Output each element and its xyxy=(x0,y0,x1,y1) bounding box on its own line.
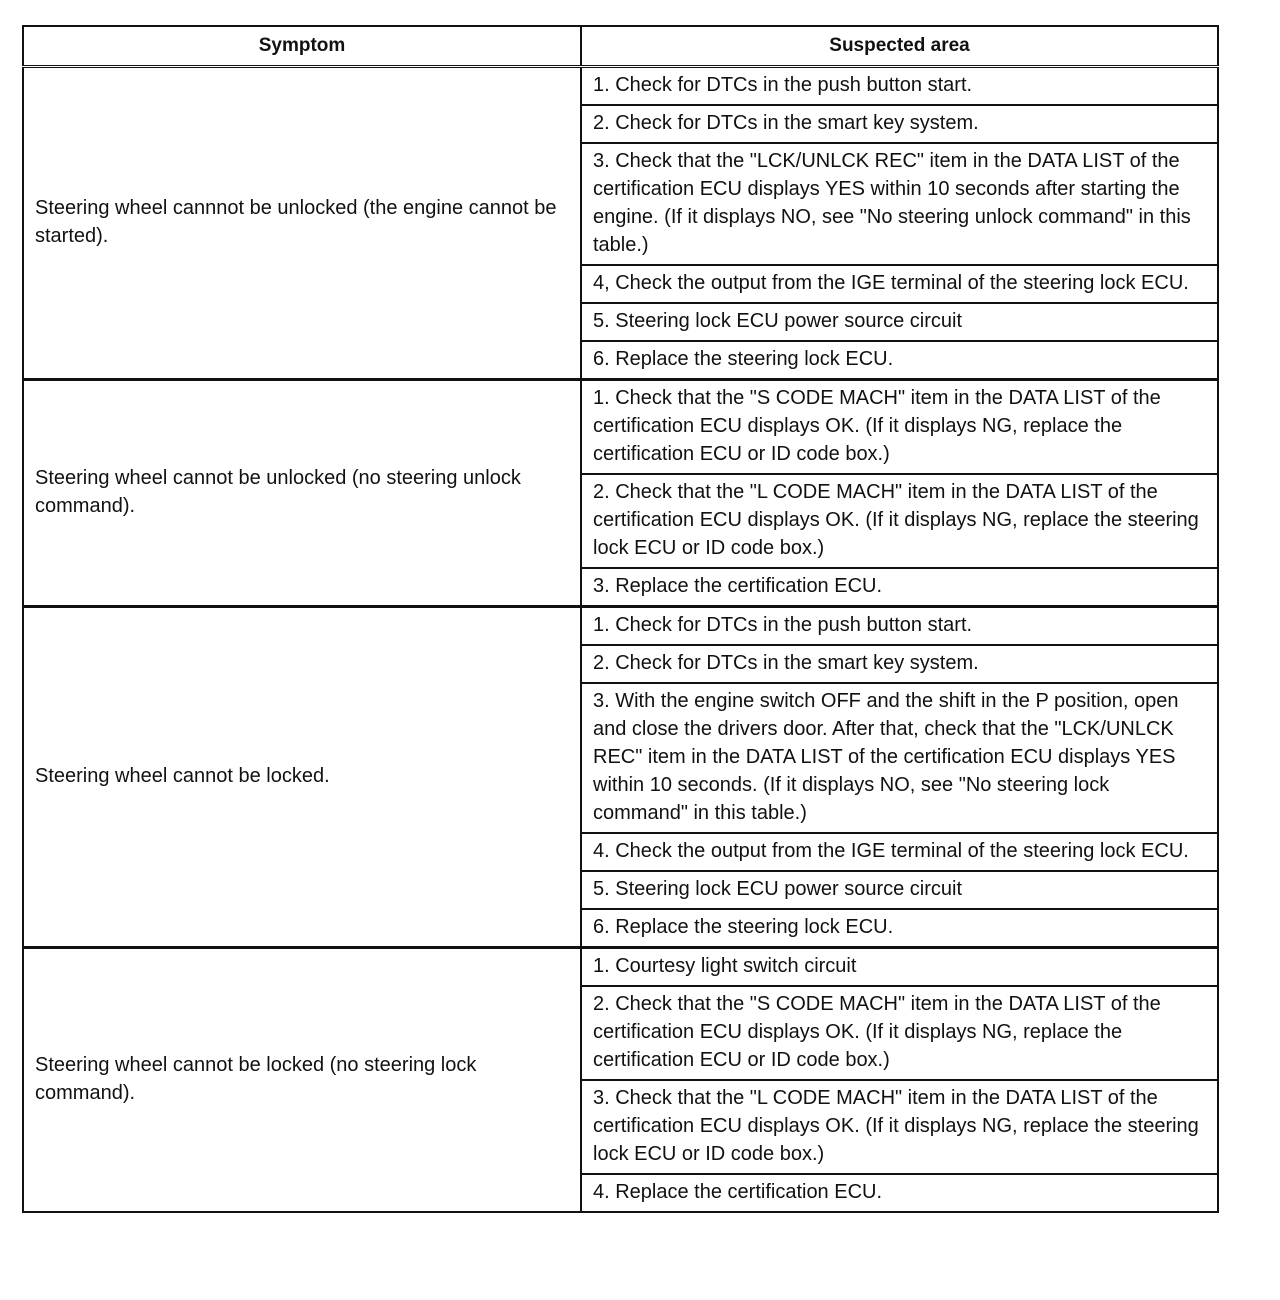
suspected-area-cell: 3. Check that the "L CODE MACH" item in the DATA LIST of the certification ECU displays OK. (If it displays NG, replace the steering lock ECU or ID code box.) xyxy=(581,1080,1218,1174)
symptom-column-header: Symptom xyxy=(23,26,581,67)
table-row xyxy=(23,607,1218,646)
table-row xyxy=(23,380,1218,475)
suspected-area-cell: 4. Check the output from the IGE terminal of the steering lock ECU. xyxy=(581,833,1218,871)
header-row xyxy=(23,26,1218,67)
suspected-area-cell: 3. Replace the certification ECU. xyxy=(581,568,1218,607)
suspected-area-cell: 4, Check the output from the IGE terminal of the steering lock ECU. xyxy=(581,265,1218,303)
suspected-area-cell: 6. Replace the steering lock ECU. xyxy=(581,341,1218,380)
suspected-area-cell: 2. Check that the "L CODE MACH" item in the DATA LIST of the certification ECU displays OK. (If it displays NG, replace the steering lock ECU or ID code box.) xyxy=(581,474,1218,568)
symptom-cell: Steering wheel cannot be unlocked (no steering unlock command). xyxy=(23,380,581,607)
suspected-area-cell: 2. Check that the "S CODE MACH" item in the DATA LIST of the certification ECU displays OK. (If it displays NG, replace the certification ECU or ID code box.) xyxy=(581,986,1218,1080)
suspected-area-column-header: Suspected area xyxy=(581,26,1218,67)
table-row xyxy=(23,948,1218,987)
table-row xyxy=(23,67,1218,106)
suspected-area-cell: 4. Replace the certification ECU. xyxy=(581,1174,1218,1212)
suspected-area-cell: 2. Check for DTCs in the smart key system. xyxy=(581,105,1218,143)
suspected-area-cell: 5. Steering lock ECU power source circuit xyxy=(581,871,1218,909)
suspected-area-cell: 3. Check that the "LCK/UNLCK REC" item in the DATA LIST of the certification ECU displays YES within 10 seconds after starting the engine. (If it displays NO, see "No steering unlock command" in this table.) xyxy=(581,143,1218,265)
symptom-cell: Steering wheel cannot be locked (no steering lock command). xyxy=(23,948,581,1213)
suspected-area-cell: 5. Steering lock ECU power source circuit xyxy=(581,303,1218,341)
problem-symptoms-table xyxy=(22,25,1219,1213)
suspected-area-cell: 2. Check for DTCs in the smart key system. xyxy=(581,645,1218,683)
suspected-area-cell: 1. Check for DTCs in the push button start. xyxy=(581,607,1218,646)
suspected-area-cell: 6. Replace the steering lock ECU. xyxy=(581,909,1218,948)
symptom-cell: Steering wheel cannot be locked. xyxy=(23,607,581,948)
suspected-area-cell: 1. Courtesy light switch circuit xyxy=(581,948,1218,987)
suspected-area-cell: 1. Check that the "S CODE MACH" item in the DATA LIST of the certification ECU displays OK. (If it displays NG, replace the certification ECU or ID code box.) xyxy=(581,380,1218,475)
suspected-area-cell: 3. With the engine switch OFF and the shift in the P position, open and close the drivers door. After that, check that the "LCK/UNLCK REC" item in the DATA LIST of the certification ECU displays YES within 10 seconds. (If it displays NO, see "No steering lock command" in this table.) xyxy=(581,683,1218,833)
suspected-area-cell: 1. Check for DTCs in the push button start. xyxy=(581,67,1218,106)
symptom-cell: Steering wheel cannnot be unlocked (the engine cannot be started). xyxy=(23,67,581,380)
